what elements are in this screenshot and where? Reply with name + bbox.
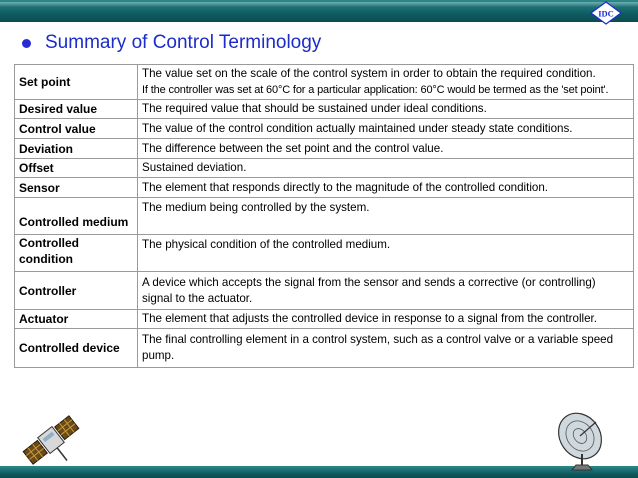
page-title: Summary of Control Terminology	[45, 32, 322, 53]
table-row	[15, 178, 634, 198]
table-row	[15, 310, 634, 329]
table-row	[15, 159, 634, 178]
term-cell: Controlled device	[15, 329, 138, 368]
definition-cell: The required value that should be sustained under ideal conditions.	[138, 100, 634, 119]
table-row	[15, 235, 634, 272]
logo-text: IDC	[598, 8, 614, 19]
term-cell: Set point	[15, 65, 138, 100]
satellite-dish-icon	[552, 410, 610, 472]
definition-cell: The difference between the set point and the control value.	[138, 139, 634, 159]
terminology-table	[14, 64, 634, 368]
table-row	[15, 272, 634, 310]
definition-cell: The medium being controlled by the system.	[138, 198, 634, 235]
table-row	[15, 198, 634, 235]
table-row	[15, 119, 634, 139]
term-cell: Controlled condition	[15, 235, 138, 272]
definition-cell: Sustained deviation.	[138, 159, 634, 178]
term-cell: Actuator	[15, 310, 138, 329]
table-row	[15, 65, 634, 100]
term-cell: Desired value	[15, 100, 138, 119]
definition-note: If the controller was set at 60°C for a particular application: 60°C would be termed as the 'set point'.	[142, 84, 609, 96]
definition-cell: The final controlling element in a control system, such as a control valve or a variable speed pump.	[138, 329, 634, 368]
definition-cell: The value of the control condition actually maintained under steady state conditions.	[138, 119, 634, 139]
top-banner	[0, 0, 638, 22]
term-cell: Controlled medium	[15, 198, 138, 235]
definition-cell: A device which accepts the signal from the sensor and sends a corrective (or controlling) signal to the actuator.	[138, 272, 634, 310]
definition-cell: The element that adjusts the controlled device in response to a signal from the controller.	[138, 310, 634, 329]
definition-cell: The physical condition of the controlled medium.	[138, 235, 634, 272]
bullet-icon	[22, 39, 31, 48]
term-cell: Deviation	[15, 139, 138, 159]
term-cell: Controller	[15, 272, 138, 310]
table-row	[15, 329, 634, 368]
satellite-icon	[18, 410, 84, 470]
term-cell: Control value	[15, 119, 138, 139]
definition-cell	[138, 65, 634, 100]
term-cell: Sensor	[15, 178, 138, 198]
bottom-banner	[0, 466, 638, 478]
title-row	[22, 33, 321, 53]
table-row	[15, 139, 634, 159]
table-row	[15, 100, 634, 119]
definition-text: The value set on the scale of the control system in order to obtain the required condition.	[142, 67, 596, 80]
term-cell: Offset	[15, 159, 138, 178]
idc-logo-icon	[590, 1, 622, 25]
definition-cell: The element that responds directly to the magnitude of the controlled condition.	[138, 178, 634, 198]
